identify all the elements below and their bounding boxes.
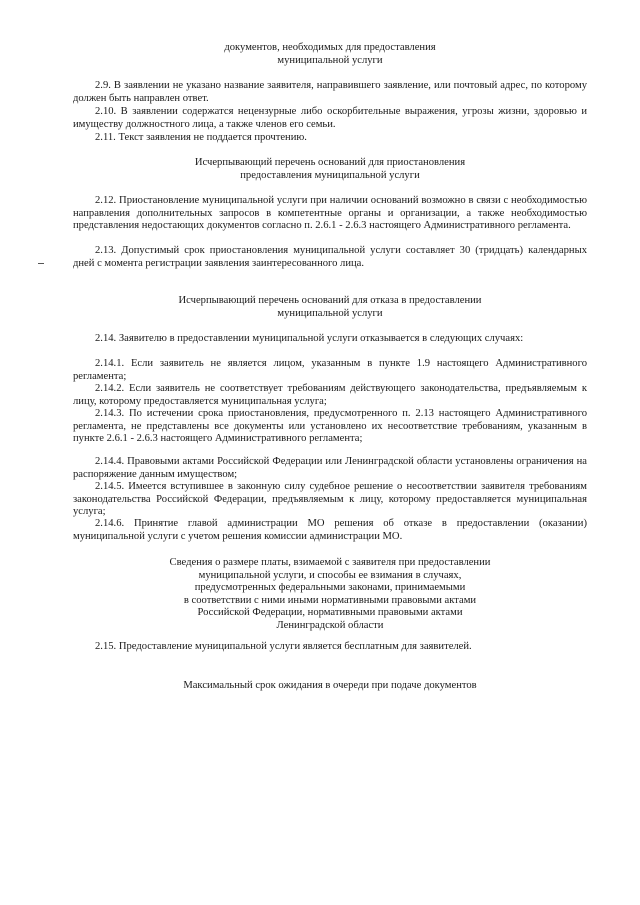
heading-suspension-line-2: предоставления муниципальной услуги (240, 169, 420, 181)
heading-suspension (110, 157, 550, 182)
heading-refusal-line-1: Исчерпывающий перечень оснований для отказа в предоставлении (178, 295, 482, 306)
paragraph-2-14-1: 2.14.1. Если заявитель не является лицом, указанным в пункте 1.9 настоящего Административного регламента; (73, 358, 587, 382)
paragraph-2-14: 2.14. Заявителю в предоставлении муниципальной услуги отказывается в следующих случаях: (95, 333, 524, 344)
heading-refusal (110, 295, 550, 320)
heading-fee-line-1: Сведения о размере платы, взимаемой с заявителя при предоставлении (169, 557, 491, 568)
paragraph-2-14-2: 2.14.2. Если заявитель не соответствует требованиям действующего законодательства, предъявляемым к лицу, которому предоставляется муниципальная услуга; (73, 383, 587, 407)
heading-suspension-line-1: Исчерпывающий перечень оснований для приостановления (194, 157, 466, 168)
paragraph-2-14-3: 2.14.3. По истечении срока приостановления, предусмотренного п. 2.13 настоящего Административного регламента, не представлены все документы или установлено их несоответствие требованиям, указанным в пункте 2.6.1 - 2.6.3 настоящего Административного регламента; (73, 408, 587, 445)
heading-top-line-1: документов, необходимых для предоставления (224, 42, 436, 53)
heading-refusal-line-2: муниципальной услуги (277, 307, 383, 319)
paragraph-2-9: 2.9. В заявлении не указано название заявителя, направившего заявление, или почтовый адрес, по которому должен быть направлен ответ. (73, 80, 587, 104)
heading-fee-line-4: в соответствии с ними иными нормативными правовыми актами (183, 594, 477, 606)
paragraph-2-14-6: 2.14.6. Принятие главой администрации МО решения об отказе в предоставлении (оказании) муниципальной услуги с учетом решения комиссии администрации МО. (73, 518, 587, 542)
heading-fee-line-5: Российской Федерации, нормативными правовыми актами (197, 607, 463, 619)
paragraph-2-14-5: 2.14.5. Имеется вступившее в законную силу судебное решение о несоответствии заявителя требованиям законодательства Российской Федерации, предъявляемым к лицу, которому предоставляется муниципальная услуга; (73, 481, 587, 518)
margin-dash-mark (38, 263, 44, 264)
paragraph-2-11: 2.11. Текст заявления не поддается прочтению. (95, 132, 307, 143)
heading-fee (110, 557, 550, 633)
paragraph-2-13: 2.13. Допустимый срок приостановления муниципальной услуги составляет 30 (тридцать) календарных дней с момента регистрации заявления заинтересованного лица. (73, 245, 587, 269)
heading-top-line-2: муниципальной услуги (277, 54, 383, 66)
paragraph-2-15: 2.15. Предоставление муниципальной услуги является бесплатным для заявителей. (95, 641, 472, 652)
heading-fee-line-2: муниципальной услуги, и способы ее взимания в случаях, (198, 569, 462, 581)
paragraph-2-14-4: 2.14.4. Правовыми актами Российской Федерации или Ленинградской области установлены ограничения на распоряжение данным имуществом; (73, 456, 587, 480)
heading-queue-line-1: Максимальный срок ожидания в очереди при подаче документов (183, 680, 477, 691)
heading-fee-line-3: предусмотренных федеральными законами, принимаемыми (194, 582, 466, 594)
heading-fee-line-6: Ленинградской области (276, 619, 384, 631)
paragraph-2-12: 2.12. Приостановление муниципальной услуги при наличии оснований возможно в связи с необходимостью направления дополнительных запросов в компетентные органы и организации, а также необходимостью представления недостающих документов согласно п. 2.6.1 - 2.6.3 настоящего Административного регламента. (73, 195, 587, 232)
heading-queue (110, 680, 550, 693)
paragraph-2-10: 2.10. В заявлении содержатся нецензурные либо оскорбительные выражения, угрозы жизни, здоровью и имуществу должностного лица, а также членов его семьи. (73, 106, 587, 130)
heading-top (110, 42, 550, 67)
